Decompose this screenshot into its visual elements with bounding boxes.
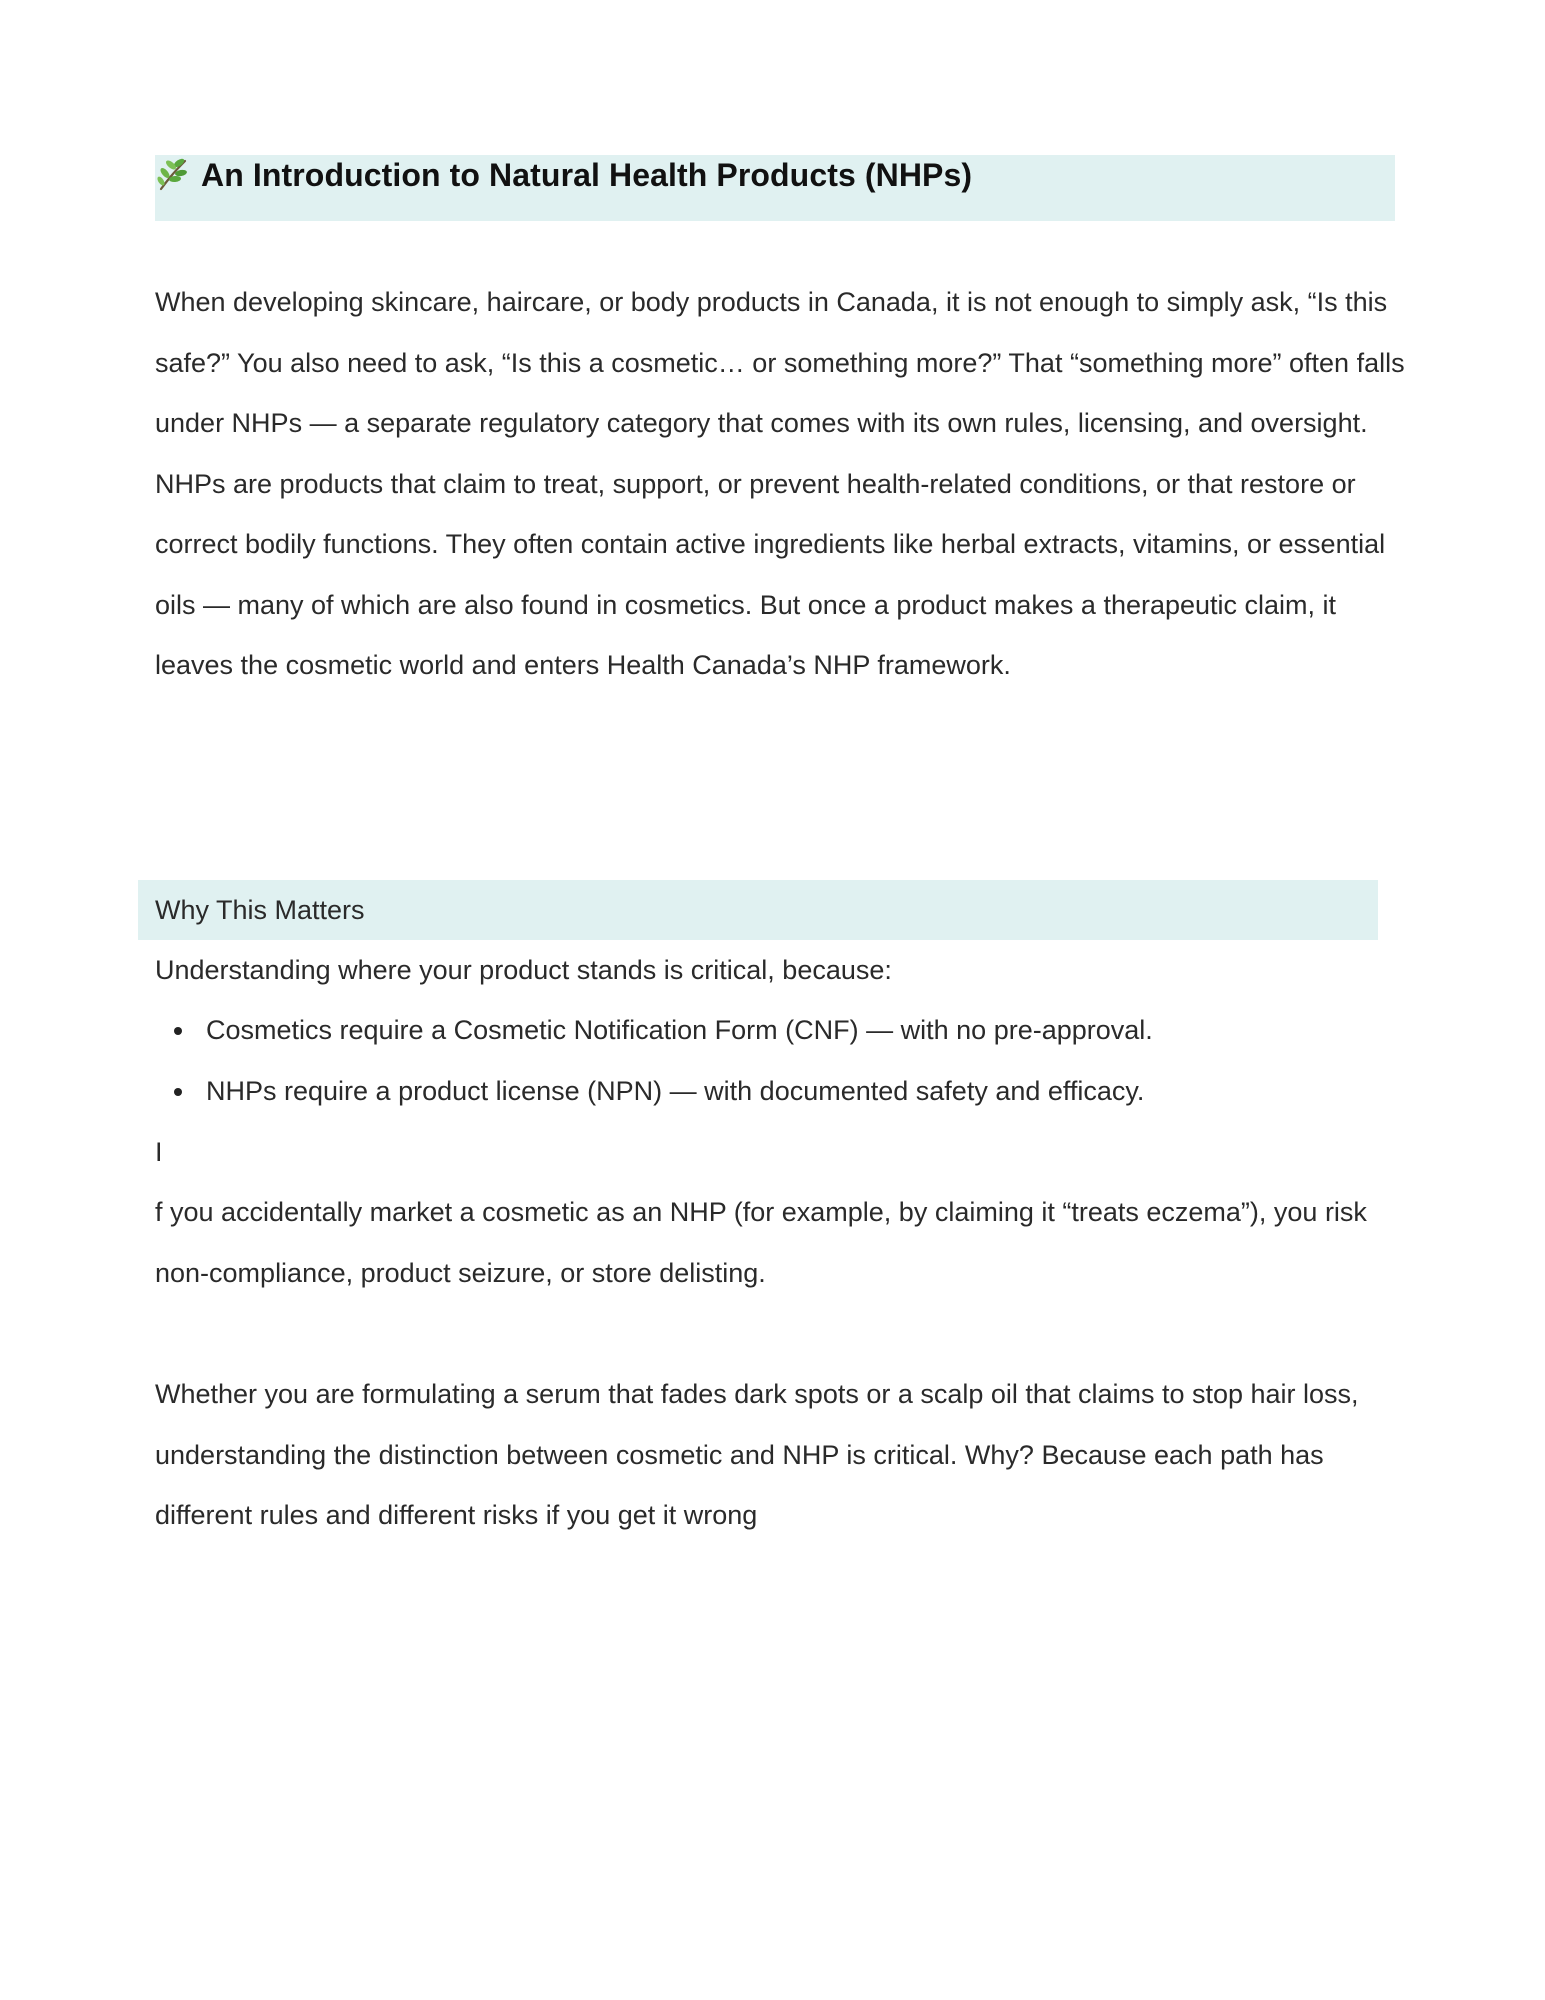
list-item (155, 1000, 1153, 1061)
closing-paragraph-block (155, 1364, 1405, 1546)
intro-paragraph: When developing skincare, haircare, or body products in Canada, it is not enough to simply ask, “Is this safe?” You also need to ask, “Is this a cosmetic… or something more?” That “something more” often falls under NHPs — a separate regulatory category that comes with its own rules, licensing, and oversight. (155, 287, 1405, 438)
title-row (155, 156, 972, 194)
bullet-list (155, 1000, 1153, 1122)
page-title: An Introduction to Natural Health Products (NHPs) (201, 156, 973, 193)
stray-letter: I (155, 1137, 163, 1167)
section-intro: Understanding where your product stands is critical, because: (155, 955, 892, 985)
intro-section (155, 272, 1405, 696)
list-item-text: NHPs require a product license (NPN) — with documented safety and efficacy. (206, 1076, 1145, 1106)
warning-paragraph: f you accidentally market a cosmetic as an NHP (for example, by claiming it “treats eczema”), you risk non-compliance, product seizure, or store delisting. (155, 1197, 1367, 1288)
intro-paragraph: NHPs are products that claim to treat, support, or prevent health-related conditions, or that restore or correct bodily functions. They often contain active ingredients like herbal extracts, vitamins, or essential oils — many of which are also found in cosmetics. But once a product makes a therapeutic claim, it leaves the cosmetic world and enters Health Canada’s NHP framework. (155, 468, 1386, 680)
bullet-icon (174, 1088, 182, 1096)
closing-paragraph: Whether you are formulating a serum that fades dark spots or a scalp oil that claims to stop hair loss, understanding the distinction between cosmetic and NHP is critical. Why? Because each path has different rules and different risks if you get it wrong (155, 1379, 1359, 1530)
herb-sprig-icon (155, 157, 191, 193)
bullet-icon (174, 1027, 182, 1035)
list-item-text: Cosmetics require a Cosmetic Notification Form (CNF) — with no pre-approval. (206, 1015, 1153, 1045)
section-heading: Why This Matters (155, 895, 365, 925)
warning-paragraph-block (155, 1182, 1405, 1303)
list-item (155, 1061, 1153, 1122)
